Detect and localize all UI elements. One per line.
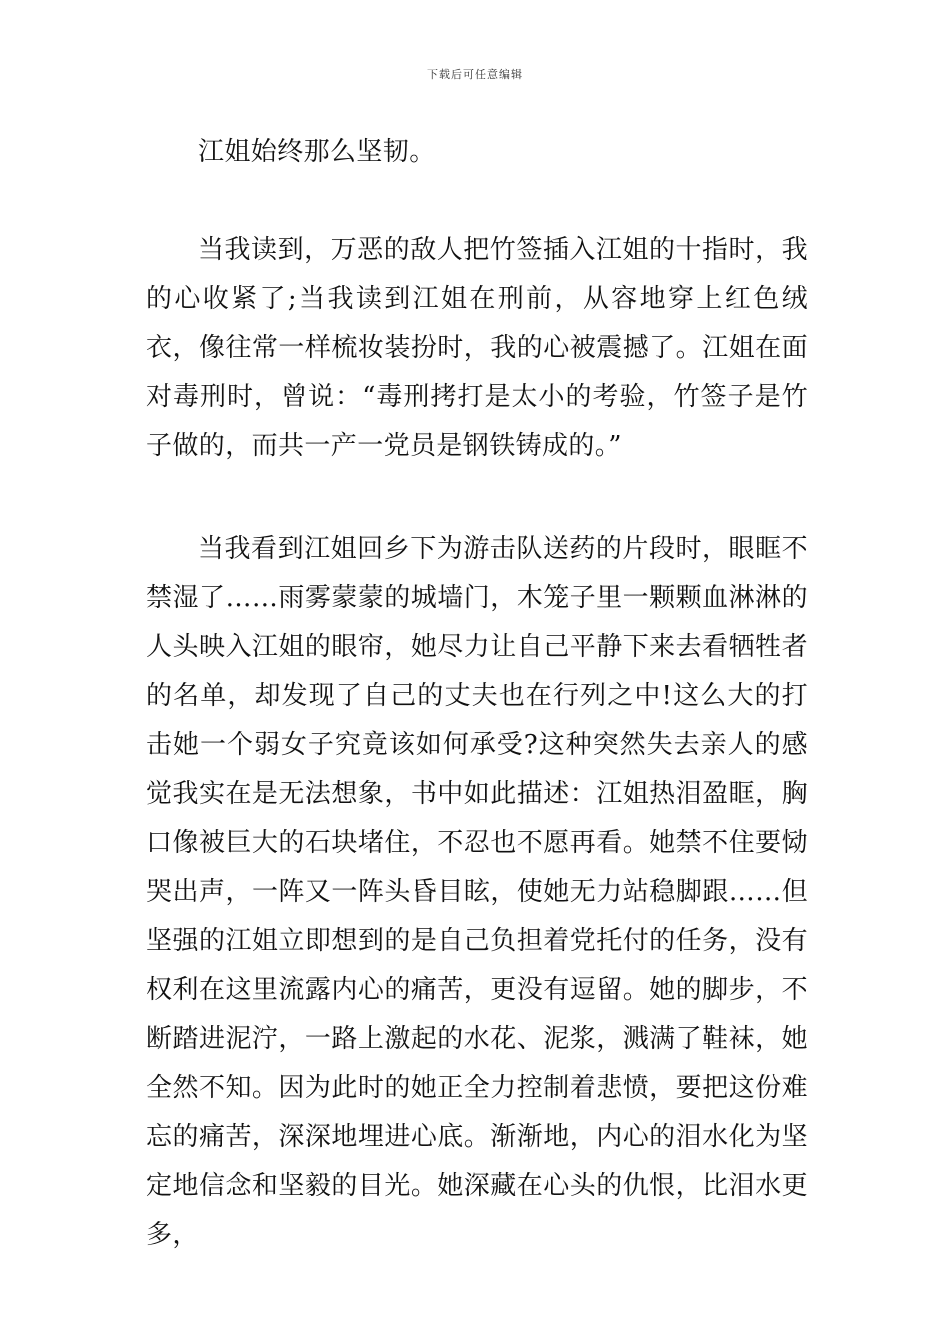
page-header: 下载后可任意编辑 bbox=[427, 68, 523, 81]
paragraph-3: 当我看到江姐回乡下为游击队送药的片段时，眼眶不禁湿了……雨雾蒙蒙的城墙门，木笼子里一颗颗血淋淋的人头映入江姐的眼帘，她尽力让自己平静下来去看牺牲者的名单，却发现了自己的丈夫也在行列之中!这么大的打击她一个弱女子究竟该如何承受?这种突然失去亲人的感觉我实在是无法想象，书中如此描述：江姐热泪盈眶，胸口像被巨大的石块堵住，不忍也不愿再看。她禁不住要恸哭出声，一阵又一阵头昏目眩，使她无力站稳脚跟……但坚强的江姐立即想到的是自己负担着党托付的任务，没有权利在这里流露内心的痛苦，更没有逗留。她的脚步，不断踏进泥泞，一路上激起的水花、泥浆，溅满了鞋袜，她全然不知。因为此时的她正全力控制着悲愤，要把这份难忘的痛苦，深深地埋进心底。渐渐地，内心的泪水化为坚定地信念和坚毅的目光。她深藏在心头的仇恨，比泪水更多， bbox=[146, 534, 808, 1250]
paragraph-1: 江姐始终那么坚韧。 bbox=[198, 137, 436, 167]
paragraph-2: 当我读到，万恶的敌人把竹签插入江姐的十指时，我的心收紧了;当我读到江姐在刑前，从容地穿上红色绒衣，像往常一样梳妆装扮时，我的心被震撼了。江姐在面对毒刑时，曾说：“毒刑拷打是太小的考验，竹签子是竹子做的，而共一产一党员是钢铁铸成的。” bbox=[146, 235, 808, 461]
